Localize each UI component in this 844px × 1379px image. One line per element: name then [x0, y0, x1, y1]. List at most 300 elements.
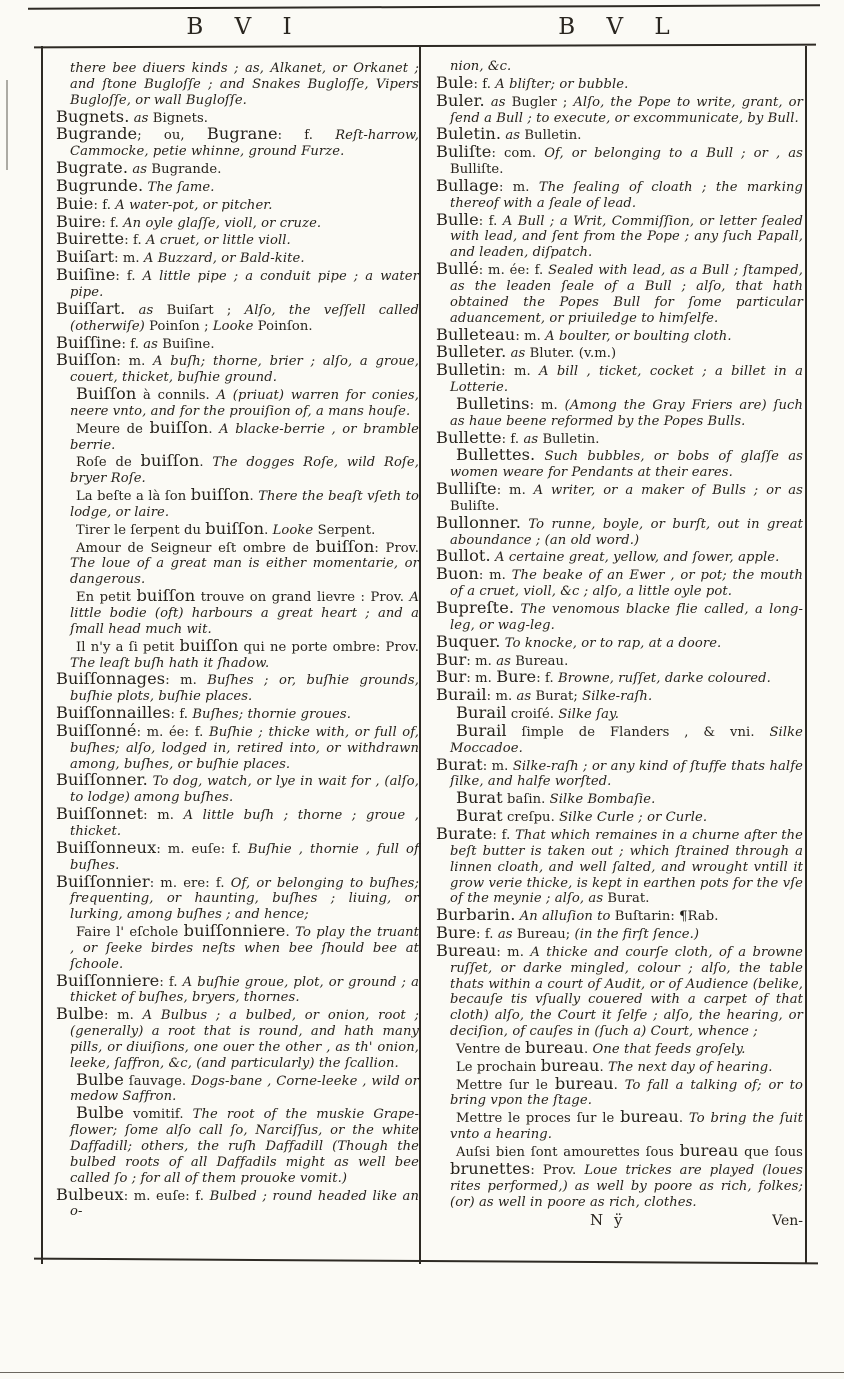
text-segment: : f. — [478, 213, 503, 229]
dictionary-entry — [436, 72, 803, 93]
text-segment: Bignets. — [152, 110, 209, 126]
headword: Bulle — [436, 209, 479, 229]
definition-text: nion, &c. — [450, 59, 512, 74]
text-segment: . — [264, 522, 273, 538]
text-segment: : f. — [277, 128, 336, 144]
sub-entry — [436, 1073, 803, 1110]
headword: Bugrunde. — [56, 175, 144, 195]
signature-mark: N ÿ — [590, 1211, 626, 1230]
entry-continuation — [436, 59, 803, 75]
text-segment: Bulletin. — [542, 431, 600, 447]
text-segment: ſauvage. — [123, 1073, 192, 1089]
definition-text: Buſhie ; thicke with, or full of, buſhes; alſo, lodged in, retired into, or withdrawn among, buſhes, or buſhie places. — [70, 724, 419, 772]
text-segment: : m. — [116, 354, 154, 370]
definition-text: A writer, or a maker of Bulls ; or as — [533, 483, 803, 499]
headword: Bulletin — [436, 360, 502, 380]
headword: Burail — [456, 703, 507, 723]
running-head-right: B V L — [558, 14, 682, 40]
text-segment: : m. euſe: f. — [123, 1188, 210, 1204]
definition-text: An alluſion to — [515, 909, 615, 925]
text-segment: Buiſine. — [162, 336, 215, 352]
headword: Buire — [56, 211, 102, 231]
headword: Bupreſte. — [436, 598, 515, 617]
text-segment: que ſous — [738, 1145, 803, 1160]
definition-text: as — [496, 653, 516, 669]
definition-text: A buſh; thorne, brier ; alſo, a groue, couert, thicket, buſhie ground. — [70, 354, 419, 386]
definition-text: The leaſt buſh hath it ſhadow. — [70, 655, 270, 671]
headword: Burail — [456, 720, 507, 740]
definition-text: Looke — [212, 318, 258, 334]
definition-text: Dogs-bane , Corne-leeke , wild or medow Saffron. — [70, 1073, 419, 1105]
headword: Buirette — [56, 229, 125, 249]
text-segment: Bluter. (v.m.) — [529, 346, 617, 362]
text-segment: . — [599, 1059, 609, 1075]
headword: Buiſſonniere — [56, 970, 160, 990]
headword: Buiſſonné — [56, 720, 137, 740]
text-segment: : m. — [486, 689, 517, 705]
sub-entry — [56, 386, 419, 420]
headword: buiſſon — [136, 586, 196, 606]
definition-text: The loue of a great man is either momentarie, or dangerous. — [70, 556, 419, 588]
headword: buiſſon — [315, 536, 375, 556]
headword: brunettes — [450, 1158, 531, 1178]
dictionary-entry — [436, 261, 803, 326]
definition-text: The venomous blacke flie called, a long-leg, or wag-leg. — [450, 602, 803, 633]
text-segment: creſpu. — [502, 810, 560, 826]
definition-text: Bulbed ; round headed like an o- — [70, 1188, 419, 1220]
text-segment: : f. — [93, 197, 116, 213]
headword: Bur — [436, 649, 467, 669]
text-segment: : com. — [491, 146, 545, 162]
catchword: Ven- — [772, 1213, 803, 1230]
headword: Bulbeux — [56, 1184, 124, 1204]
headword: Bulbe — [56, 1004, 104, 1024]
headword: Buon — [436, 564, 479, 584]
headword: bureau — [554, 1073, 614, 1093]
definition-text: Silke Moccadoe. — [450, 724, 803, 756]
headword: Buiſſon — [76, 384, 137, 404]
dictionary-entry — [56, 772, 419, 806]
headword: buiſſon — [190, 485, 250, 505]
text-segment: Buſtarin: ¶Rab. — [614, 909, 719, 925]
headword: Buiſſonneux — [56, 837, 157, 857]
definition-text: as — [125, 302, 167, 318]
text-segment: : m. — [103, 1008, 143, 1024]
definition-text: (Among the Gray Friers are) ſuch as haue beene reformed by the Popes Bulls. — [450, 397, 803, 429]
definition-text: Buſhes; thornie groues. — [192, 707, 351, 723]
dictionary-entry — [436, 90, 803, 127]
text-segment: Bugler ; — [511, 94, 574, 110]
sub-entry — [56, 1105, 419, 1186]
definition-text: A Buzzard, or Bald-kite. — [143, 251, 305, 267]
dictionary-entry — [56, 175, 419, 196]
dictionary-entry — [436, 175, 803, 212]
text-segment: Ventre de — [456, 1041, 526, 1057]
definition-text: To runne, boyle, or burſt, out in great aboundance ; (an old word.) — [450, 516, 803, 548]
dictionary-entry — [436, 512, 803, 549]
text-segment: : m. — [114, 251, 144, 267]
dictionary-entry — [436, 144, 803, 178]
headword: Bulletins — [456, 393, 530, 413]
definition-text: as — [129, 110, 153, 126]
definition-text: as — [128, 162, 152, 178]
dictionary-entry — [56, 671, 419, 705]
entry-continuation — [56, 61, 419, 109]
text-segment: : m. — [466, 671, 497, 687]
text-segment: : f. — [115, 269, 143, 285]
definition-text: as — [516, 689, 536, 705]
page-footer — [436, 1211, 803, 1229]
text-segment: Poinſon ; — [149, 318, 213, 334]
headword: Bur — [436, 667, 467, 687]
definition-text: The next day of hearing. — [608, 1059, 773, 1075]
text-segment: . — [678, 1111, 689, 1127]
headword: Buler. — [436, 90, 485, 110]
dictionary-entry — [436, 940, 803, 1040]
top-outer-rule — [28, 4, 820, 9]
definition-text: A bill , ticket, cocket ; a billet in a Lotterie. — [450, 364, 803, 396]
text-segment: ſimple de Flanders , & vni. — [506, 724, 770, 740]
text-segment: : f. — [473, 76, 496, 92]
headword: Bulleter. — [436, 342, 507, 362]
dictionary-entry — [436, 823, 803, 907]
text-segment: Bureau; — [516, 927, 575, 943]
text-segment: : m. — [478, 568, 512, 584]
dictionary-entry — [436, 631, 803, 652]
definition-text: A little pipe ; a conduit pipe ; a water pipe. — [70, 269, 419, 300]
left-column — [56, 61, 419, 1220]
definition-text: A little buſh ; thorne ; groue , thicket. — [70, 808, 419, 839]
headword: Bullage — [436, 175, 499, 195]
text-segment: Auſsi bien ſont amourettes ſous — [456, 1145, 680, 1160]
definition-text: there bee diuers kinds ; as, Alkanet, or Orkanet ; and ſtone Bugloſſe ; and Snakes Bugloſſe, Vipers Bugloſſe, or wall Bugloſſe. — [70, 61, 419, 108]
dictionary-entry — [56, 1006, 419, 1071]
scan-artifact — [6, 80, 8, 170]
definition-text: The dogges Roſe, wild Roſe, bryer Roſe. — [70, 455, 419, 487]
headword: Bulleteau — [436, 324, 516, 344]
text-segment: : m. — [498, 179, 539, 195]
text-segment: : m. — [482, 758, 513, 774]
definition-text: The beake of an Ewer , or pot; the mouth of a cruet, violl, &c ; alſo, a little oyle pot. — [450, 568, 803, 600]
text-segment: . — [583, 1041, 593, 1057]
headword: Buletin. — [436, 124, 502, 144]
text-segment: : f. — [159, 974, 183, 990]
text-segment: ; ou, — [137, 128, 207, 144]
dictionary-entry — [436, 907, 803, 925]
headword: Burat — [456, 788, 503, 808]
text-segment: : m. euſe: f. — [156, 841, 248, 857]
definition-text: (in the firſt ſence.) — [574, 927, 700, 943]
definition-text: Loue trickes are played (loues rites performed,) as well by poore as rich, folkes; (or) as well in poore as rich, clothes. — [450, 1162, 803, 1210]
text-segment: : f. — [536, 671, 559, 687]
headword: Buiſſon — [56, 350, 117, 370]
center-column-rule — [419, 46, 421, 1264]
headword: Buie — [56, 193, 94, 213]
text-segment: : m. — [501, 364, 539, 380]
headword: Bullot. — [436, 546, 491, 566]
definition-text: The ſealing of cloath ; the marking thereof with a ſeale of lead. — [450, 179, 803, 211]
definition-text: Buſhie , thornie , full of buſhes. — [70, 841, 419, 873]
headword: Burail — [436, 685, 487, 705]
dictionary-entry — [436, 566, 803, 600]
definition-text: A Bulbus ; a bulbed, or onion, root ; (generally) a root that is round, and hath many pills, or diuiſions, one ouer the other , as th' onion, leeke, ſaffron, &c, (and particularly) the ſcallion. — [70, 1008, 419, 1071]
dictionary-entry — [436, 649, 803, 670]
definition-text: as — [506, 346, 530, 362]
headword: Burbarin. — [436, 905, 516, 925]
definition-text: A certaine great, yellow, and ſower, apple. — [490, 550, 780, 566]
headword: Bule — [436, 72, 474, 92]
dictionary-entry — [436, 481, 803, 515]
text-segment: qui ne porte ombre: Prov. — [238, 639, 419, 655]
text-segment: : m. — [529, 397, 565, 413]
dictionary-entry — [56, 970, 420, 1007]
definition-text: A (priuat) warren for conies, neere vnto, and for the prouiſion of, a mans houſe. — [70, 388, 419, 419]
definition-text: Silke-raſh ; or any kind of ſtuffe thats halfe ſilke, and halfe worſted. — [450, 758, 803, 790]
definition-text: The ſame. — [143, 179, 215, 195]
definition-text: Sealed with lead, as a Bull ; ſtamped, as the leaden ſeale of a Bull ; alſo, that hath obtained the Popes Bull for ſome particular aduancement, or priuiledge to himſelfe. — [450, 263, 803, 326]
dictionary-entry — [436, 209, 803, 262]
text-segment: : f. — [121, 336, 144, 352]
definition-text: as — [143, 336, 163, 352]
definition-text: Reſt-harrow, Cammocke, petie whinne, ground Furze. — [70, 128, 419, 160]
definition-text: A blacke-berrie , or bramble berrie. — [70, 421, 419, 453]
headword: bureau — [620, 1107, 679, 1127]
sub-entry — [56, 588, 419, 638]
definition-text: Browne, ruſſet, darke coloured. — [558, 671, 771, 687]
dictionary-entry — [436, 362, 803, 396]
definition-text: An oyle glaſſe, violl, or cruze. — [123, 215, 322, 231]
definition-text: A little bodie (oft) harbours a great heart ; and a ſmall head much wit. — [70, 590, 419, 637]
text-segment: baſin. — [502, 792, 550, 808]
headword: Bulliſte — [436, 479, 497, 499]
text-segment: : f. — [501, 431, 524, 447]
text-segment: Bugrande. — [151, 162, 222, 178]
headword: buiſſon — [205, 518, 265, 538]
headword: Buiſſart. — [56, 298, 126, 318]
definition-text: Buſhes ; or, buſhie grounds, buſhie plots, buſhie places. — [70, 673, 419, 705]
sub-entry — [56, 487, 419, 521]
dictionary-entry — [56, 193, 419, 214]
definition-text: Alſo, the Pope to write, grant, or ſend a Bull ; to execute, or excommunicate, by Bull. — [450, 94, 803, 126]
text-segment: . — [285, 925, 296, 941]
headword: buiſſonniere — [183, 921, 286, 941]
headword: bureau — [525, 1037, 584, 1057]
text-segment: En petit — [76, 590, 137, 606]
headword: Bullonner. — [436, 512, 521, 532]
headword: Bugnets. — [56, 106, 130, 126]
headword: bureau — [679, 1141, 739, 1160]
definition-text: A bliſter; or bubble. — [495, 76, 629, 92]
text-segment: La beſte a là ſon — [76, 489, 191, 505]
headword: Buiſſonner. — [56, 770, 148, 790]
text-segment: : m. ée: f. — [478, 263, 549, 279]
left-column-rule — [41, 46, 43, 1264]
headword: Buiſſonnailles — [56, 703, 171, 723]
headword: Bullette — [436, 427, 502, 447]
headword: buiſſon — [149, 417, 209, 437]
text-segment: Bulletin. — [524, 128, 582, 144]
definition-text: as — [501, 128, 525, 144]
definition-text: as — [484, 94, 512, 110]
definition-text: To knocke, or to rap, at a doore. — [500, 635, 722, 651]
definition-text: Of, or belonging to a Bull ; or , as — [544, 146, 804, 162]
sub-entry — [436, 720, 803, 757]
text-segment: . — [199, 455, 213, 471]
dictionary-entry — [436, 548, 803, 566]
top-inner-rule — [34, 44, 816, 49]
definition-text: A cruet, or little violl. — [146, 233, 291, 249]
text-segment: : m. ere: f. — [149, 875, 231, 891]
headword: Bureau — [436, 940, 497, 960]
sub-entry — [56, 453, 419, 487]
sub-entry — [56, 417, 419, 454]
definition-text: A buſhie groue, plot, or ground ; a thicket of buſhes, bryers, thornes. — [70, 974, 420, 1006]
text-segment: : m. ée: f. — [136, 724, 209, 740]
text-segment: : f. — [101, 215, 124, 231]
text-segment: Le prochain — [456, 1059, 541, 1075]
text-segment: Mettre ſur le — [456, 1077, 555, 1093]
right-column-rule — [805, 46, 807, 1264]
headword: Bulbe — [76, 1103, 124, 1123]
running-head-left: B V I — [186, 14, 304, 40]
text-segment: : m. — [165, 673, 208, 689]
headword: Bulbe — [76, 1069, 124, 1089]
text-segment: Buiſart ; — [166, 302, 245, 318]
text-segment: : f. — [170, 707, 193, 723]
text-segment: . — [249, 489, 259, 505]
headword: Buiſine — [56, 265, 116, 285]
text-segment: Poinſon. — [257, 318, 313, 334]
headword: Bure — [436, 923, 477, 943]
text-segment: : f. — [124, 233, 146, 249]
text-segment: Mettre le proces ſur le — [456, 1111, 621, 1127]
dictionary-entry — [56, 298, 419, 335]
headword: Burat — [436, 754, 483, 774]
definition-text: Silke-raſh. — [582, 689, 653, 705]
text-segment: vomitif. — [123, 1107, 193, 1123]
headword: Burat — [456, 806, 503, 826]
headword: Bugrate. — [56, 158, 129, 178]
headword: Bullettes. — [456, 445, 536, 465]
right-column — [436, 59, 803, 1229]
definition-text: Alſo, the veſſell called (otherwiſe) — [70, 302, 419, 334]
definition-text: as — [523, 431, 543, 447]
definition-text: To fall a talking of; or to bring vpon the ſtage. — [450, 1077, 803, 1109]
text-segment: trouve on grand lievre : Prov. — [195, 590, 410, 606]
sub-entry — [436, 1037, 803, 1058]
sub-entry — [436, 447, 803, 481]
definition-text: as — [497, 927, 517, 943]
text-segment: Meure de — [76, 421, 150, 437]
headword: Buiſſonnier — [56, 871, 150, 891]
definition-text: To bring the ſuit vnto a hearing. — [450, 1111, 803, 1143]
dictionary-entry — [436, 754, 803, 791]
text-segment: croiſé. — [506, 707, 559, 723]
headword: Buquer. — [436, 631, 501, 651]
headword: buiſſon — [179, 635, 239, 655]
text-segment: Amour de Seigneur eſt ombre de — [76, 540, 316, 556]
headword: Burate — [436, 823, 493, 843]
text-segment: Il n'y a ſi petit — [76, 639, 180, 655]
text-segment: : Prov. — [374, 540, 419, 556]
dictionary-entry — [56, 126, 419, 160]
sub-entry — [56, 923, 419, 973]
text-segment: Faire l' eſchole — [76, 925, 184, 941]
text-segment: : m. — [515, 328, 546, 344]
text-segment: . — [613, 1077, 625, 1093]
dictionary-entry — [56, 806, 419, 840]
sub-entry — [56, 635, 419, 672]
definition-text: A thicke and courſe cloth, of a browne ruſſet, or darke mingled, colour ; alſo, the table thats within a court of Audit, or of Audience (belike, becauſe tis vſually couered with a carpet of that cloth) alſo, the Court it ſelfe ; alſo, the hearing, or deciſion, of cauſes in (ſuch a) Court, whence ; — [450, 944, 803, 1040]
definition-text: Of, or belonging to buſhes; frequenting, or haunting, buſhes ; liuing, or lurking, among buſhes ; and hence; — [70, 875, 419, 923]
dictionary-entry — [436, 600, 803, 634]
definition-text: Looke — [272, 522, 318, 538]
headword: Buiſſonnages — [56, 669, 166, 689]
dictionary-entry — [56, 837, 419, 874]
text-segment: : m. — [496, 944, 531, 960]
sub-entry — [56, 536, 419, 589]
headword: buiſſon — [140, 451, 200, 471]
definition-text: There the beaſt vſeth to lodge, or laire. — [70, 489, 419, 520]
page-edge-line — [0, 1372, 844, 1373]
text-segment: Burat. — [607, 891, 650, 907]
definition-text: One that feeds groſely. — [592, 1041, 746, 1057]
text-segment: Tirer le ſerpent du — [76, 522, 206, 538]
headword: Buiſart — [56, 247, 115, 267]
definition-text: A water-pot, or pitcher. — [115, 197, 273, 213]
dictionary-entry — [436, 669, 803, 687]
definition-text: Such bubbles, or bobs of glaſſe as women weare for Pendants at their eares. — [450, 449, 803, 481]
text-segment: Bulliſte. — [450, 162, 504, 178]
headword: bureau — [540, 1055, 600, 1075]
dictionary-entry — [56, 720, 419, 773]
headword: Buliſte — [436, 142, 492, 162]
sub-entry — [436, 393, 803, 430]
headword: Bullé — [436, 259, 479, 279]
definition-text: Silke Bombaſie. — [549, 792, 656, 808]
text-segment: Buliſte. — [450, 498, 500, 514]
sub-entry — [436, 1055, 803, 1076]
definition-text: The root of the muskie Grape-flower; ſome alſo call ſo, Narciſſus, or the white Daffadill; others, the ruſh Daffadill (Though the bulbed roots of all Daffadils might as well bee called ſo ; for all of them prouoke vomit.) — [70, 1107, 420, 1186]
text-segment: Burat; — [535, 689, 583, 705]
text-segment: : m. — [496, 483, 534, 499]
headword: Buiſſine — [56, 332, 122, 352]
definition-text: That which remaines in a churne after the beſt butter is taken out ; which ſtrained through a linnen cloath, and well ſalted, and wrought vntill it grow verie thicke, is kept in earthen pots for the vſe of the meynie ; alſo, as — [450, 827, 803, 907]
headword: Bure — [496, 667, 537, 687]
headword: Buiſſonnet — [56, 804, 144, 824]
text-segment: Roſe de — [76, 455, 141, 471]
bottom-rule — [34, 1258, 818, 1265]
dictionary-entry — [56, 871, 419, 924]
sub-entry — [436, 1143, 803, 1210]
sub-entry — [436, 1109, 803, 1143]
definition-text: Silke Curle ; or Curle. — [559, 810, 708, 826]
text-segment: . — [208, 421, 220, 437]
text-segment: Serpent. — [317, 522, 376, 538]
dictionary-entry — [56, 267, 419, 301]
text-segment: : m. — [466, 653, 497, 669]
text-segment: : Prov. — [530, 1162, 585, 1178]
definition-text: To play the truant , or ſeeke birdes neſts when bee ſhould bee at ſchoole. — [70, 925, 420, 972]
text-segment: Bureau. — [515, 653, 569, 669]
text-segment: à connils. — [136, 388, 217, 404]
definition-text: A boulter, or boulting cloth. — [545, 328, 732, 344]
dictionary-entry — [56, 352, 419, 386]
text-segment: : f. — [492, 827, 516, 843]
text-segment: : m. — [143, 808, 184, 824]
headword: Bugrande — [56, 124, 138, 144]
sub-entry — [56, 1069, 419, 1106]
